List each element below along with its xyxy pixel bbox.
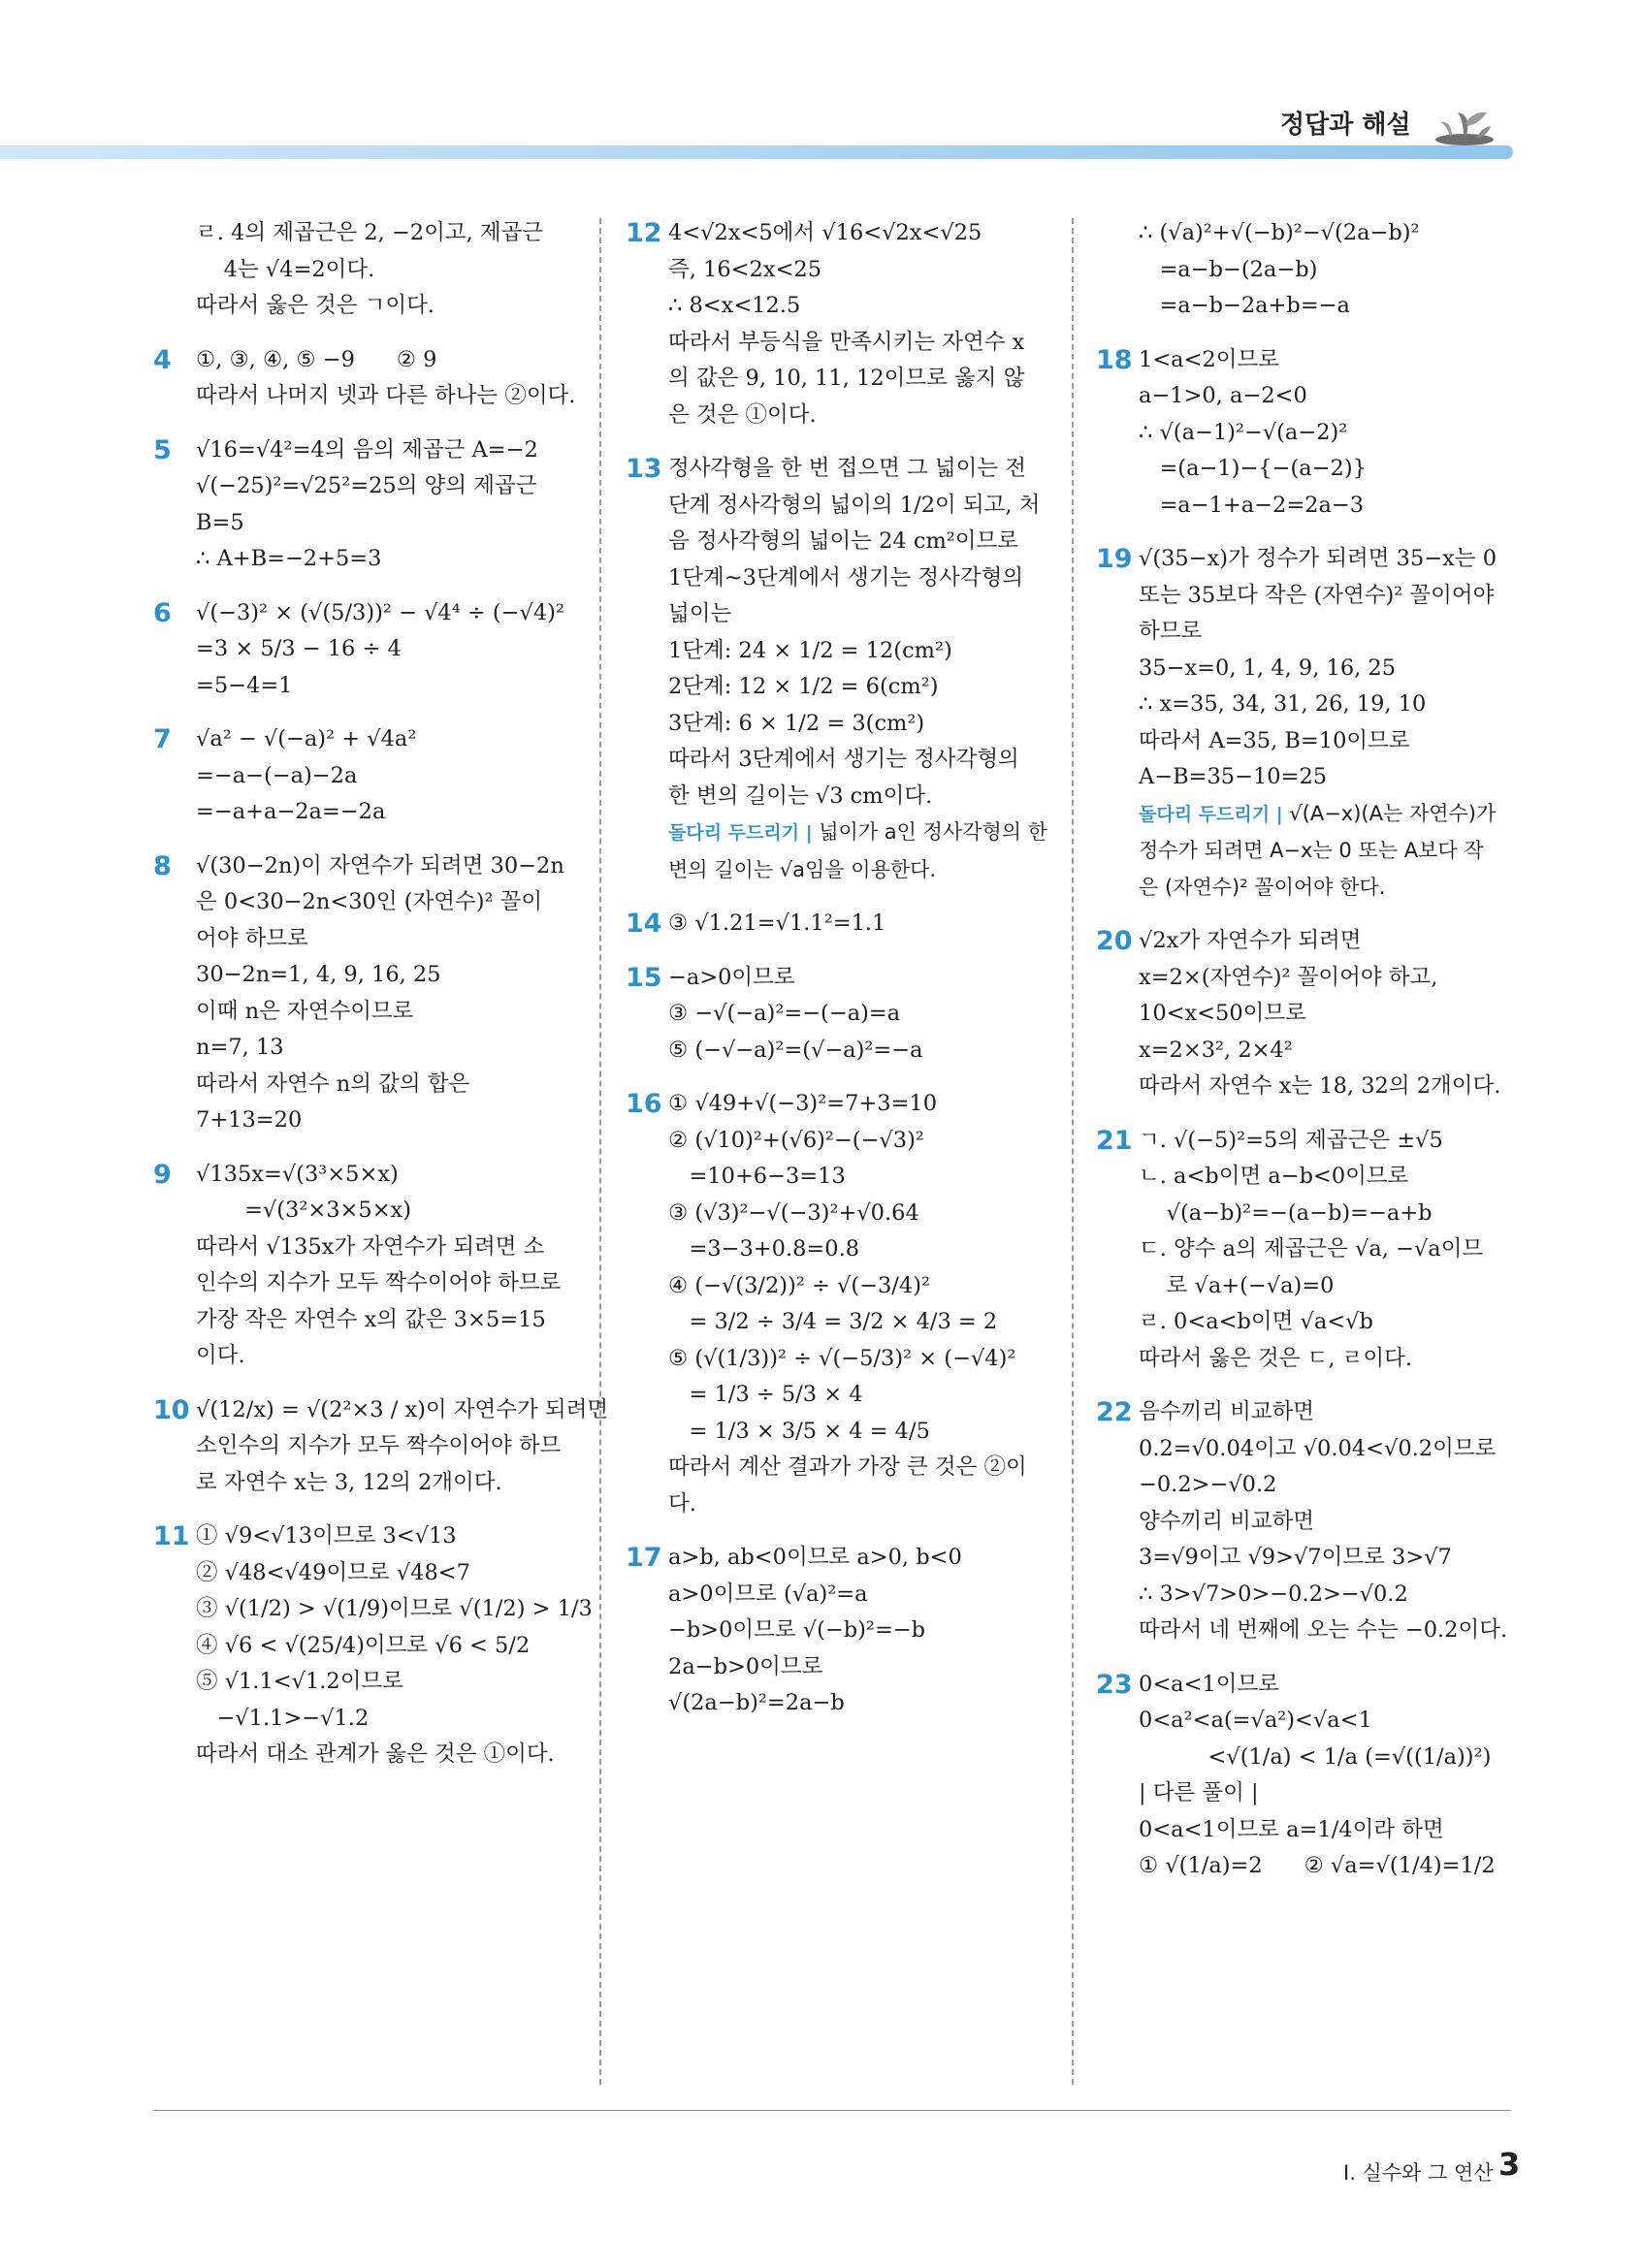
problem-solution xyxy=(153,215,580,325)
solution-line: −0.2>−√0.2 xyxy=(1139,1472,1277,1497)
problem-solution xyxy=(153,342,580,415)
solution-line: B=5 xyxy=(196,509,244,535)
solution-line: 소인수의 지수가 모두 짝수이어야 하므 xyxy=(196,1433,562,1458)
solution-line: = 3/2 ÷ 3/4 = 3/2 × 4/3 = 2 xyxy=(668,1309,998,1334)
tip-box xyxy=(1139,796,1523,907)
solution-line: ⑤ √1.1<√1.2이므로 xyxy=(196,1669,403,1694)
solution-line: ①, ③, ④, ⑤ −9 ② 9 xyxy=(196,346,437,372)
tip-line: 넓이가 a인 정사각형의 한 xyxy=(819,820,1048,844)
problem-number: 20 xyxy=(1096,926,1133,956)
solution-line: ① √9<√13이므로 3<√13 xyxy=(196,1523,457,1549)
sprout-icon xyxy=(1431,101,1498,145)
solution-line: a>b, ab<0이므로 a>0, b<0 xyxy=(668,1545,962,1570)
solution-line: ∴ (√a)²+√(−b)²−√(2a−b)² xyxy=(1139,220,1420,245)
solution-line: 4<√2x<5에서 √16<√2x<√25 xyxy=(668,220,982,245)
solution-line: 35−x=0, 1, 4, 9, 16, 25 xyxy=(1139,655,1397,681)
problem-solution xyxy=(153,1157,580,1375)
solution-line: | 다른 풀이 | xyxy=(1139,1780,1259,1805)
problem-number: 15 xyxy=(626,962,662,993)
solution-line: 2a−b>0이므로 xyxy=(668,1653,823,1679)
solution-line: 1<a<2이므로 xyxy=(1139,346,1279,372)
solution-line: = 1/3 ÷ 5/3 × 4 xyxy=(668,1382,863,1407)
problem-solution xyxy=(626,1086,1057,1522)
tip-line: √(A−x)(A는 자연수)가 xyxy=(1289,801,1497,825)
solution-line: 0<a<1이므로 a=1/4이라 하면 xyxy=(1139,1816,1444,1842)
solution-line: 로 자연수 x는 3, 12의 2개이다. xyxy=(196,1469,502,1495)
solution-line: 인수의 지수가 모두 짝수이어야 하므로 xyxy=(196,1270,562,1295)
solution-line: 30−2n=1, 4, 9, 16, 25 xyxy=(196,962,441,987)
solution-line: √16=√4²=4의 음의 제곱근 A=−2 xyxy=(196,436,538,463)
solution-line: = 1/3 × 3/5 × 4 = 4/5 xyxy=(668,1418,930,1444)
solution-line: √(35−x)가 정수가 되려면 35−x는 0 xyxy=(1139,546,1497,571)
solution-line: 따라서 옳은 것은 ㄱ이다. xyxy=(196,293,435,318)
problem-number: 13 xyxy=(626,454,662,484)
solution-line: 하므로 xyxy=(1139,619,1203,644)
problem-solution xyxy=(626,1540,1057,1722)
solution-line: ∴ A+B=−2+5=3 xyxy=(196,546,382,571)
solution-line: √135x=√(3³×5×x) xyxy=(196,1161,399,1187)
answer-column-1 xyxy=(153,215,609,1791)
problem-number: 16 xyxy=(626,1089,662,1119)
problem-solution xyxy=(153,432,580,578)
solution-line: ③ −√(−a)²=−(−a)=a xyxy=(668,1001,901,1026)
problem-number: 4 xyxy=(153,344,172,375)
solution-line: x=2×(자연수)² 꼴이어야 하고, xyxy=(1139,964,1438,990)
solution-line: −√1.1>−√1.2 xyxy=(196,1705,370,1731)
tip-separator: | xyxy=(799,822,820,844)
solution-line: 양수끼리 비교하면 xyxy=(1139,1508,1315,1534)
solution-line: 따라서 옳은 것은 ㄷ, ㄹ이다. xyxy=(1139,1345,1412,1371)
solution-line: √(−25)²=√25²=25의 양의 제곱근 xyxy=(196,473,537,498)
problem-number: 12 xyxy=(626,218,662,248)
solution-line: ∴ √(a−1)²−√(a−2)² xyxy=(1139,419,1348,445)
solution-line: 가장 작은 자연수 x의 값은 3×5=15 xyxy=(196,1306,546,1332)
solution-line: a>0이므로 (√a)²=a xyxy=(668,1581,868,1607)
problem-solution xyxy=(153,848,580,1139)
solution-line: 1단계: 24 × 1/2 = 12(cm²) xyxy=(668,637,952,663)
solution-line: 따라서 나머지 넷과 다른 하나는 ②이다. xyxy=(196,383,576,408)
problem-number: 6 xyxy=(153,597,172,628)
solution-line: ② (√10)²+(√6)²−(−√3)² xyxy=(668,1127,924,1153)
problem-number: 14 xyxy=(626,909,662,939)
problem-number: 22 xyxy=(1096,1397,1133,1427)
solution-line: √(12/x) = √(2²×3 / x)이 자연수가 되려면 xyxy=(196,1396,609,1422)
problem-solution xyxy=(626,215,1057,433)
solution-line: =3 × 5/3 − 16 ÷ 4 xyxy=(196,636,402,661)
solution-line: =−a−(−a)−2a xyxy=(196,762,358,788)
solution-line: 10<x<50이므로 xyxy=(1139,1001,1306,1026)
column-divider xyxy=(1072,218,1074,2085)
solution-line: −b>0이므로 √(−b)²=−b xyxy=(668,1617,926,1643)
solution-line: =a−1+a−2=2a−3 xyxy=(1139,492,1365,518)
problem-number: 17 xyxy=(626,1543,662,1573)
solution-line: √a² − √(−a)² + √4a² xyxy=(196,726,417,751)
tip-line: 변의 길이는 √a임을 이용한다. xyxy=(668,857,937,881)
problem-solution xyxy=(1096,342,1523,525)
problem-number: 8 xyxy=(153,850,172,881)
solution-line: 음 정사각형의 넓이는 24 cm²이므로 xyxy=(668,528,1019,554)
solution-line: =3−3+0.8=0.8 xyxy=(668,1236,860,1262)
problem-solution xyxy=(1096,1394,1523,1649)
solution-line: ㄴ. a<b이면 a−b<0이므로 xyxy=(1139,1164,1409,1189)
problem-number: 18 xyxy=(1096,344,1133,375)
problem-number: 5 xyxy=(153,434,172,465)
solution-line: 어야 하므로 xyxy=(196,925,308,951)
solution-line: 의 값은 9, 10, 11, 12이므로 옳지 않 xyxy=(668,366,1025,391)
solution-line: √(−3)² × (√(5/3))² − √4⁴ ÷ (−√4)² xyxy=(196,599,564,625)
solution-line: ② √48<√49이므로 √48<7 xyxy=(196,1559,470,1585)
tip-line: 은 (자연수)² 꼴이어야 한다. xyxy=(1139,875,1386,899)
solution-line: 따라서 네 번째에 오는 수는 −0.2이다. xyxy=(1139,1617,1508,1643)
solution-line: ∴ 3>√7>0>−0.2>−√0.2 xyxy=(1139,1581,1408,1607)
tip-label: 돌다리 두드리기 xyxy=(1139,803,1271,825)
solution-line: <√(1/a) < 1/a (=√((1/a))²) xyxy=(1139,1743,1492,1770)
problem-solution xyxy=(626,451,1057,888)
solution-line: x=2×3², 2×4² xyxy=(1139,1037,1293,1063)
solution-line: 3단계: 6 × 1/2 = 3(cm²) xyxy=(668,710,925,736)
solution-line: ③ √(1/2) > √(1/9)이므로 √(1/2) > 1/3 xyxy=(196,1596,593,1621)
solution-line: ① √(1/a)=2 ② √a=√(1/4)=1/2 xyxy=(1139,1853,1496,1878)
problem-solution xyxy=(626,960,1057,1070)
solution-line: =a−b−2a+b=−a xyxy=(1139,293,1350,318)
solution-line: 음수끼리 비교하면 xyxy=(1139,1399,1315,1424)
solution-line: n=7, 13 xyxy=(196,1035,284,1060)
solution-line: =a−b−(2a−b) xyxy=(1139,256,1318,282)
tip-line: 정수가 되려면 A−x는 0 또는 A보다 작 xyxy=(1139,839,1484,862)
solution-line: ④ √6 < √(25/4)이므로 √6 < 5/2 xyxy=(196,1632,531,1658)
solution-line: 1단계~3단계에서 생기는 정사각형의 xyxy=(668,564,1024,591)
solution-line: 한 변의 길이는 √3 cm이다. xyxy=(668,783,933,809)
solution-line: 4는 √4=2이다. xyxy=(196,256,375,282)
solution-line: 이때 n은 자연수이므로 xyxy=(196,998,414,1024)
problem-solution xyxy=(1096,1123,1523,1378)
solution-line: ∴ x=35, 34, 31, 26, 19, 10 xyxy=(1139,691,1427,717)
solution-line: 0<a<1이므로 xyxy=(1139,1671,1279,1697)
solution-line: √(a−b)²=−(a−b)=−a+b xyxy=(1139,1199,1433,1226)
solution-line: 따라서 부등식을 만족시키는 자연수 x xyxy=(668,329,1025,355)
solution-line: 3=√9이고 √9>√7이므로 3>√7 xyxy=(1139,1545,1452,1570)
solution-line: 넓이는 xyxy=(668,601,732,626)
solution-line: =√(3²×3×5×x) xyxy=(196,1198,412,1223)
solution-line: ③ √1.21=√1.1²=1.1 xyxy=(668,910,886,936)
solution-line: ⑤ (√(1/3))² ÷ √(−5/3)² × (−√4)² xyxy=(668,1345,1016,1371)
problem-number: 21 xyxy=(1096,1125,1133,1156)
tip-separator: | xyxy=(1270,803,1290,825)
answer-column-3 xyxy=(1096,215,1523,1902)
problem-number: 23 xyxy=(1096,1669,1133,1700)
solution-line: ㄷ. 양수 a의 제곱근은 √a, −√a이므 xyxy=(1139,1236,1484,1262)
solution-line: ④ (−√(3/2))² ÷ √(−3/4)² xyxy=(668,1272,930,1298)
tip-label: 돌다리 두드리기 xyxy=(668,822,800,844)
solution-line: 따라서 √135x가 자연수가 되려면 소 xyxy=(196,1233,545,1260)
solution-line: =(a−1)−{−(a−2)} xyxy=(1139,456,1367,481)
solution-line: 따라서 대소 관계가 옳은 것은 ①이다. xyxy=(196,1741,555,1767)
solution-line: 또는 35보다 작은 (자연수)² 꼴이어야 xyxy=(1139,582,1495,608)
solution-line: =−a+a−2a=−2a xyxy=(196,799,386,824)
problem-number: 11 xyxy=(153,1521,190,1551)
solution-line: 은 것은 ①이다. xyxy=(668,401,817,428)
problem-solution xyxy=(1096,541,1523,906)
solution-line: 즉, 16<2x<25 xyxy=(668,256,822,282)
problem-number: 7 xyxy=(153,724,172,754)
problem-solution xyxy=(1096,1667,1523,1885)
problem-number: 19 xyxy=(1096,544,1133,574)
problem-solution xyxy=(153,595,580,705)
solution-line: 따라서 자연수 x는 18, 32의 2개이다. xyxy=(1139,1073,1501,1099)
solution-line: 이다. xyxy=(196,1343,245,1368)
problem-solution xyxy=(153,721,580,831)
solution-line: 따라서 3단계에서 생기는 정사각형의 xyxy=(668,747,1019,772)
solution-line: −a>0이므로 xyxy=(668,964,795,990)
solution-line: 따라서 자연수 n의 값의 합은 xyxy=(196,1070,470,1097)
solution-line: √(2a−b)²=2a−b xyxy=(668,1690,845,1715)
solution-line: 0<a²<a(=√a²)<√a<1 xyxy=(1139,1708,1372,1733)
problem-solution xyxy=(1096,215,1523,325)
answer-column-2 xyxy=(626,215,1057,1740)
solution-line: 7+13=20 xyxy=(196,1107,303,1133)
solution-line: ∴ 8<x<12.5 xyxy=(668,293,801,318)
problem-solution xyxy=(153,1518,593,1773)
problem-number: 9 xyxy=(153,1159,172,1190)
footer-section: Ⅰ. 실수와 그 연산 xyxy=(1343,2161,1494,2185)
solution-line: =10+6−3=13 xyxy=(668,1164,846,1189)
solution-line: 다. xyxy=(668,1490,696,1517)
solution-line: 2단계: 12 × 1/2 = 6(cm²) xyxy=(668,674,939,699)
solution-line: =5−4=1 xyxy=(196,672,293,698)
solution-line: 정사각형을 한 번 접으면 그 넓이는 전 xyxy=(668,456,1026,481)
solution-line: A−B=35−10=25 xyxy=(1139,764,1328,789)
problem-number: 10 xyxy=(153,1394,190,1425)
page-number: 3 xyxy=(1498,2146,1521,2183)
solution-line: 단계 정사각형의 넓이의 1/2이 되고, 처 xyxy=(668,492,1041,518)
footer-divider xyxy=(153,2110,1511,2111)
solution-line: ① √49+√(−3)²=7+3=10 xyxy=(668,1091,938,1116)
solution-line: 따라서 A=35, B=10이므로 xyxy=(1139,727,1410,753)
solution-line: ㄱ. √(−5)²=5의 제곱근은 ±√5 xyxy=(1139,1127,1443,1153)
column-divider xyxy=(599,218,601,2085)
solution-line: ㄹ. 4의 제곱근은 2, −2이고, 제곱근 xyxy=(196,220,544,245)
solution-line: a−1>0, a−2<0 xyxy=(1139,383,1307,408)
problem-solution xyxy=(1096,923,1523,1105)
solution-line: ③ (√3)²−√(−3)²+√0.64 xyxy=(668,1199,919,1226)
problem-solution xyxy=(153,1392,609,1502)
solution-line: 0.2=√0.04이고 √0.04<√0.2이므로 xyxy=(1139,1435,1497,1461)
solution-line: 따라서 계산 결과가 가장 큰 것은 ②이 xyxy=(668,1454,1027,1480)
tip-box xyxy=(668,815,1057,888)
header-bar xyxy=(0,145,1513,159)
solution-line: 로 √a+(−√a)=0 xyxy=(1139,1272,1335,1298)
solution-line: √(30−2n)이 자연수가 되려면 30−2n xyxy=(196,852,564,878)
problem-solution xyxy=(626,906,1057,942)
solution-line: ⑤ (−√−a)²=(√−a)²=−a xyxy=(668,1037,923,1063)
solution-line: ㄹ. 0<a<b이면 √a<√b xyxy=(1139,1309,1373,1334)
solution-line: 은 0<30−2n<30인 (자연수)² 꼴이 xyxy=(196,889,543,914)
header-title: 정답과 해설 xyxy=(1280,111,1411,140)
solution-line: √2x가 자연수가 되려면 xyxy=(1139,928,1362,953)
